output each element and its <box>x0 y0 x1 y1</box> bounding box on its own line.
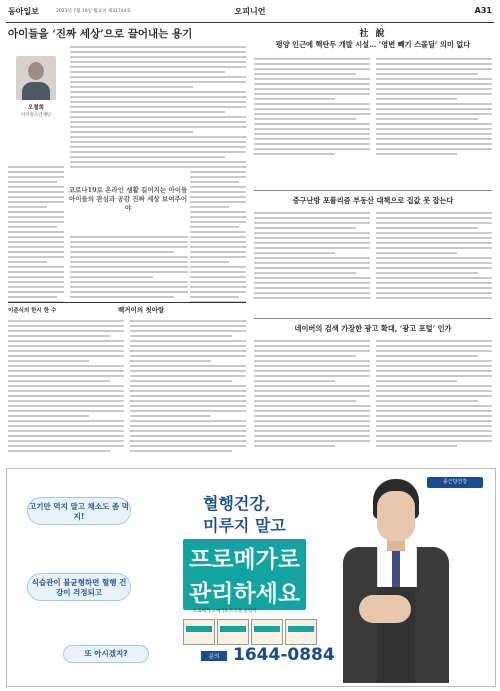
product-box <box>217 619 249 645</box>
editorial-1 <box>254 40 492 50</box>
newspaper-logo: 동아일보 <box>8 7 39 16</box>
editorial-2-body-right <box>376 212 492 302</box>
poem-body-left <box>8 320 124 455</box>
editorial-tag: 社 說 <box>359 29 387 39</box>
editorial-headline: 중구난방 포퓰리즘 부동산 대책으로 집값 못 잡는다 <box>292 196 454 205</box>
editorial-3-body-right <box>376 340 492 450</box>
editorial-3 <box>254 324 492 334</box>
speech-bubble: 또 아시겠지? <box>63 645 149 663</box>
editorial-2 <box>254 196 492 206</box>
pull-quote <box>68 186 188 213</box>
product-box <box>251 619 283 645</box>
ad-subtext: 프로메가 오메가3 트리플 알티지 <box>193 609 257 614</box>
editorial-3-body-left <box>254 340 370 450</box>
column-headline: 아이들을 ‘진짜 세상’으로 끌어내는 용기 <box>8 28 193 40</box>
product-box <box>285 619 317 645</box>
ad-tagline-2: 미루지 말고 <box>203 516 286 535</box>
ad-product-line-2: 관리하세요 <box>183 573 306 610</box>
author-title: 지역청소년재단 <box>20 113 52 118</box>
ad-tagline-1: 혈행건강, <box>203 494 271 513</box>
editorial-1-body-left <box>254 58 370 158</box>
column-body-right <box>190 166 246 306</box>
editorial-divider <box>254 318 492 319</box>
pull-quote-text: 코로나19로 온라인 생활 길어지는 아이들 아이들의 관심과 공감 진짜 세상 보여주어야 <box>68 186 188 212</box>
column-body-left <box>8 166 64 306</box>
editorial-headline: 네이버의 검색 가장한 광고 확대, ‘광고 포털’ 인가 <box>294 324 452 333</box>
masthead <box>6 4 494 23</box>
poem-body-right <box>130 320 246 455</box>
column-body-middle <box>70 236 188 301</box>
editorial-1-body-right <box>376 58 492 158</box>
speech-bubble: 식습관이 불균형하면 혈행 건강이 걱정되고 <box>27 573 131 601</box>
editorial-headline: 평양 인근에 핵탄두 개발 시설… ‘영변 빼기 스몰딜’ 의미 없다 <box>275 40 471 49</box>
editorial-2-body-left <box>254 212 370 302</box>
ad-model-photo <box>333 477 459 683</box>
poem-header <box>8 302 246 314</box>
editorial-divider <box>254 190 492 191</box>
author-box <box>8 56 64 156</box>
product-box <box>183 619 215 645</box>
advertisement <box>6 468 496 687</box>
phone-label: 문의 <box>201 651 227 661</box>
poem-column-name: 이준식의 한시 한 수 <box>8 308 57 314</box>
product-boxes <box>183 619 319 643</box>
ad-product-line-1: 프로메가로 <box>183 539 306 576</box>
poem-title: 백거이의 첫아랑 <box>118 306 165 314</box>
author-photo <box>16 56 56 100</box>
section-title: 오피니언 <box>234 7 266 16</box>
brand-logo: 종근당건강 <box>427 477 483 488</box>
speech-bubble: 고기만 먹지 말고 채소도 좀 먹지! <box>27 497 131 525</box>
dateline: 2023년 7월 10일 월요일 제31744호 <box>56 9 131 14</box>
column-body-top <box>70 46 246 171</box>
page-number: A31 <box>474 6 492 15</box>
author-name: 오철희 <box>28 105 44 111</box>
column-article <box>8 26 246 212</box>
phone-number: 1644-0884 <box>233 645 335 665</box>
